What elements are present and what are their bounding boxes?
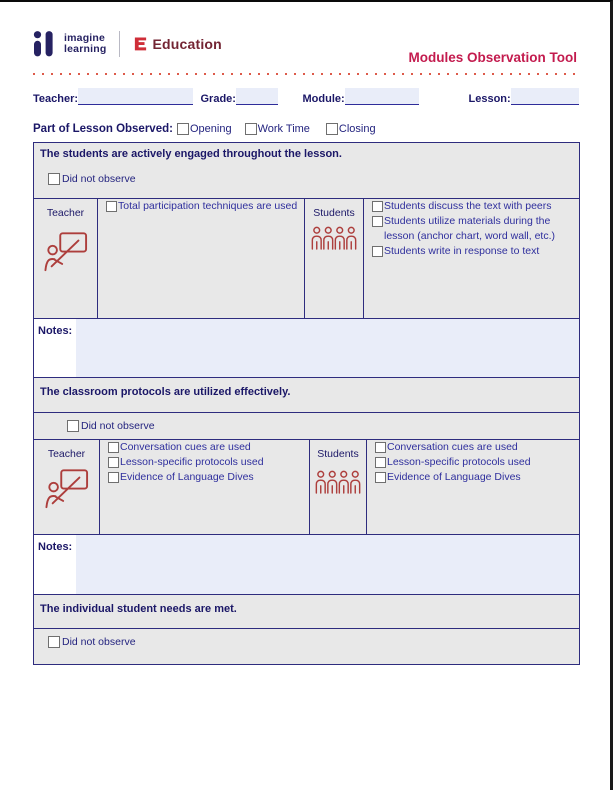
section-1-title: The students are actively engaged throughout the lesson. xyxy=(40,148,342,160)
info-fields-row xyxy=(33,86,579,105)
lesson-field-input[interactable] xyxy=(511,88,579,105)
section-1-notes-row xyxy=(34,318,579,377)
students-group-icon xyxy=(311,226,357,251)
teacher-field-label: Teacher: xyxy=(33,93,79,105)
checklist-item[interactable]: Evidence of Language Dives xyxy=(375,470,575,485)
item-checkbox[interactable] xyxy=(372,216,383,227)
grade-field-input[interactable] xyxy=(236,88,278,105)
teacher-presenting-icon xyxy=(45,468,89,510)
notes-input-area[interactable] xyxy=(76,535,579,594)
item-checkbox[interactable] xyxy=(108,472,119,483)
notes-label: Notes: xyxy=(38,325,73,337)
closing-checkbox[interactable] xyxy=(326,123,338,135)
section-2-did-not-observe[interactable]: Did not observe xyxy=(67,420,155,432)
option-opening[interactable]: Opening xyxy=(177,123,232,135)
teacher-field-input[interactable] xyxy=(78,88,192,105)
notes-input-area[interactable] xyxy=(76,319,579,377)
section-2-teacher-items xyxy=(99,440,309,534)
section-2-students-items xyxy=(366,440,579,534)
lesson-part-label: Part of Lesson Observed: xyxy=(33,123,173,135)
lesson-part-row xyxy=(33,121,376,137)
teacher-label: Teacher xyxy=(47,448,86,460)
checklist-item[interactable]: Students write in response to text xyxy=(372,244,575,259)
work-time-checkbox[interactable] xyxy=(245,123,257,135)
imagine-learning-mark-icon xyxy=(33,30,55,57)
el-education-wordmark: Education xyxy=(152,35,222,52)
section-3-title: The individual student needs are met. xyxy=(34,594,579,628)
section-2-table xyxy=(34,439,579,534)
item-checkbox[interactable] xyxy=(375,472,386,483)
item-checkbox[interactable] xyxy=(372,246,383,257)
checklist-item[interactable]: Evidence of Language Dives xyxy=(108,470,305,485)
page-header xyxy=(33,30,577,70)
item-checkbox[interactable] xyxy=(106,201,117,212)
checklist-item[interactable]: Total participation techniques are used xyxy=(106,199,300,214)
section-1-did-not-observe[interactable]: Did not observe xyxy=(48,173,579,185)
teacher-label: Teacher xyxy=(46,207,85,219)
section-2-teacher-cell xyxy=(34,440,99,534)
did-not-observe-checkbox[interactable] xyxy=(48,636,60,648)
imagine-learning-wordmark: imagine learning xyxy=(64,31,107,55)
opening-checkbox[interactable] xyxy=(177,123,189,135)
section-2-title: The classroom protocols are utilized effectively. xyxy=(34,377,579,412)
section-2-notes-row xyxy=(34,534,579,594)
checklist-item[interactable]: Lesson-specific protocols used xyxy=(108,455,305,470)
el-education-logo xyxy=(133,36,221,52)
option-work-time[interactable]: Work Time xyxy=(245,123,310,135)
item-checkbox[interactable] xyxy=(108,457,119,468)
lesson-field-label: Lesson: xyxy=(468,93,511,105)
section-1-table xyxy=(34,198,579,318)
checklist-item[interactable]: Students discuss the text with peers xyxy=(372,199,575,214)
dotted-separator xyxy=(33,73,577,75)
checklist-item[interactable]: Lesson-specific protocols used xyxy=(375,455,575,470)
item-checkbox[interactable] xyxy=(375,457,386,468)
section-1-students-items xyxy=(363,199,579,318)
section-3-did-not-observe[interactable]: Did not observe xyxy=(48,636,136,648)
students-group-icon xyxy=(315,470,361,495)
section-2-students-cell xyxy=(309,440,366,534)
did-not-observe-checkbox[interactable] xyxy=(67,420,79,432)
module-field-input[interactable] xyxy=(345,88,419,105)
section-2-dno-row xyxy=(34,412,579,439)
page-title: Modules Observation Tool xyxy=(408,50,577,65)
item-checkbox[interactable] xyxy=(108,442,119,453)
students-label: Students xyxy=(317,448,359,460)
checklist-item[interactable]: Conversation cues are used xyxy=(108,440,305,455)
section-1-students-cell xyxy=(304,199,363,318)
section-1-teacher-cell xyxy=(34,199,97,318)
observation-form xyxy=(33,142,580,665)
checklist-item[interactable]: Conversation cues are used xyxy=(375,440,575,455)
item-checkbox[interactable] xyxy=(375,442,386,453)
notes-label: Notes: xyxy=(38,541,73,553)
checklist-item[interactable]: Students utilize materials during the lesson (anchor chart, word wall, etc.) xyxy=(372,214,575,244)
logo-divider xyxy=(119,31,120,57)
did-not-observe-checkbox[interactable] xyxy=(48,173,60,185)
option-closing[interactable]: Closing xyxy=(326,123,376,135)
module-field-label: Module: xyxy=(302,93,345,105)
el-education-mark-icon xyxy=(133,36,148,52)
section-1-teacher-items xyxy=(97,199,304,318)
teacher-presenting-icon xyxy=(44,231,88,273)
section-1-header-block xyxy=(34,143,579,198)
grade-field-label: Grade: xyxy=(200,93,236,105)
item-checkbox[interactable] xyxy=(372,201,383,212)
students-label: Students xyxy=(313,207,355,219)
section-3-dno-row xyxy=(34,628,579,655)
